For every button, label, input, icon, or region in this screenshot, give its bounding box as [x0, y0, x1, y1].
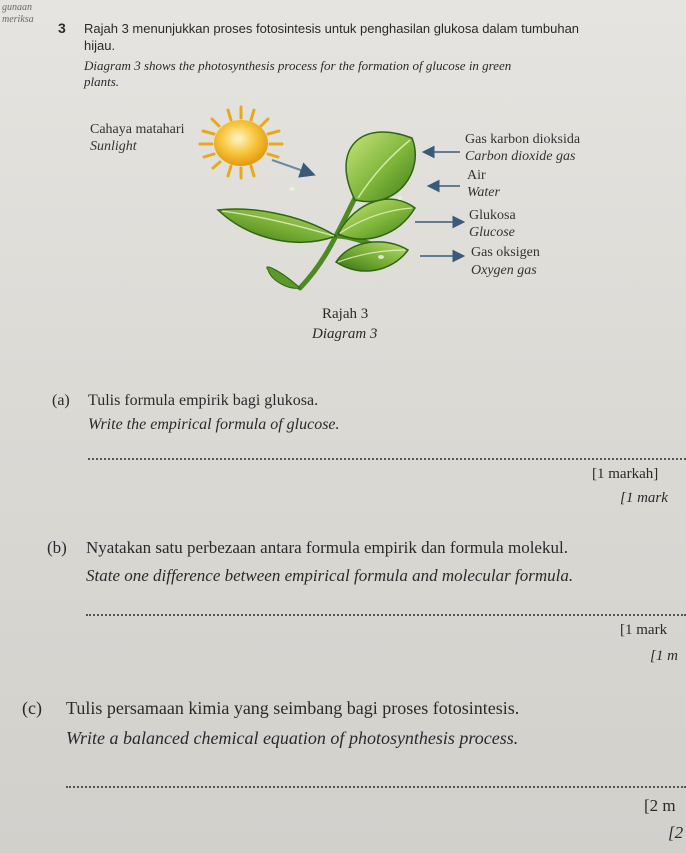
oxygen-label-ms: Gas oksigen — [471, 245, 540, 260]
water-label-ms: Air — [467, 168, 486, 183]
co2-label-ms: Gas karbon dioksida — [465, 132, 581, 147]
question-stem-ms-line2: hijau. — [84, 38, 116, 53]
diagram-caption-en: Diagram 3 — [312, 326, 378, 342]
part-c-text-ms: Tulis persamaan kimia yang seimbang bagi proses fotosintesis. — [66, 698, 520, 718]
question-stem-ms-line1: Rajah 3 menunjukkan proses fotosintesis untuk penghasilan glukosa dalam tumbuhan — [84, 21, 580, 36]
co2-label-en: Carbon dioxide gas — [465, 149, 576, 164]
part-c-answer-line[interactable] — [66, 786, 686, 788]
oxygen-label-en: Oxygen gas — [471, 263, 537, 278]
part-a-answer-line[interactable] — [88, 458, 686, 460]
part-a-mark-ms: [1 markah] — [592, 466, 659, 482]
glucose-label-ms: Glukosa — [469, 208, 516, 223]
margin-note-top: gunaan — [2, 2, 32, 13]
sunlight-label-ms: Cahaya matahari — [90, 122, 185, 137]
question-number: 3 — [58, 20, 66, 36]
part-c-text-en: Write a balanced chemical equation of photosynthesis process. — [66, 728, 519, 748]
part-c-mark-ms: [2 m — [644, 796, 676, 815]
sunlight-label-en: Sunlight — [90, 139, 137, 154]
question-stem-en-line1: Diagram 3 shows the photosynthesis process for the formation of glucose in green — [84, 58, 512, 73]
leaf-bottom — [267, 267, 300, 288]
diagram-caption-ms: Rajah 3 — [322, 306, 369, 322]
part-b-text-ms: Nyatakan satu perbezaan antara formula empirik dan formula molekul. — [86, 538, 568, 557]
part-a-text-en: Write the empirical formula of glucose. — [88, 416, 340, 433]
glucose-label-en: Glucose — [469, 225, 515, 240]
water-label-en: Water — [467, 185, 500, 200]
part-b-answer-line[interactable] — [86, 614, 686, 616]
sun-icon — [200, 107, 312, 178]
part-b-label: (b) — [47, 538, 67, 557]
part-b-text-en: State one difference between empirical formula and molecular formula. — [86, 566, 574, 585]
part-a-mark-en: [1 mark — [620, 490, 668, 506]
leaf-lower — [336, 242, 408, 271]
question-stem-en-line2: plants. — [84, 74, 120, 89]
part-b-mark-en: [1 m — [650, 648, 678, 664]
part-a-text-ms: Tulis formula empirik bagi glukosa. — [88, 392, 319, 409]
part-a-label: (a) — [52, 392, 70, 409]
leaf-upper — [346, 132, 415, 202]
part-c-label: (c) — [22, 698, 42, 718]
part-c-mark-en: [2 — [668, 823, 684, 842]
leaf-left — [218, 209, 336, 242]
part-b-mark-ms: [1 mark — [620, 622, 668, 638]
margin-note-bottom: meriksa — [2, 14, 34, 25]
